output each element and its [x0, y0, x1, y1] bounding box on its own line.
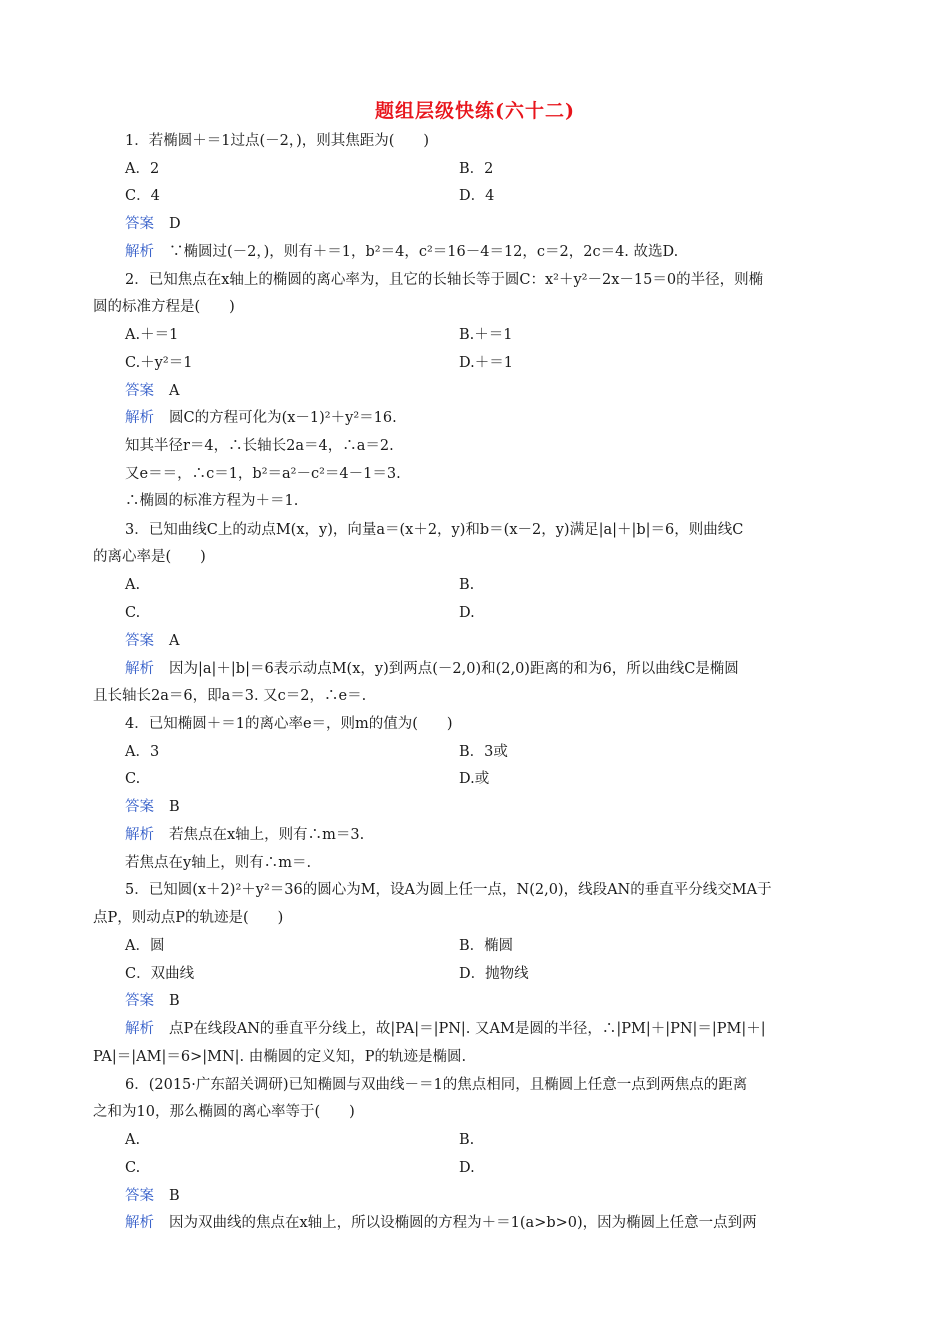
analysis-label: 解析: [125, 1215, 154, 1231]
q6-option-c: C.: [125, 1160, 141, 1176]
q3-option-b: B.: [459, 577, 475, 593]
analysis-label: 解析: [125, 1021, 154, 1037]
q2-stem-line2: 圆的标准方程是( ): [93, 299, 235, 315]
q2-option-a: A.＋＝1: [125, 327, 179, 343]
q4-option-a: A．3: [125, 744, 160, 760]
analysis-label: 解析: [125, 827, 154, 843]
q3-analysis-line2: 且长轴长2a＝6，即a＝3. 又c＝2，∴e＝.: [93, 688, 367, 704]
q3-option-d: D.: [459, 605, 475, 621]
q1-option-c: C．4: [125, 188, 160, 204]
q2-analysis-line4: ∴椭圆的标准方程为＋＝1.: [125, 493, 299, 509]
q5-option-d: D．抛物线: [459, 966, 529, 982]
q6-option-b: B.: [459, 1132, 475, 1148]
answer-label: 答案: [125, 383, 154, 399]
q5-option-a: A．圆: [125, 938, 165, 954]
answer-value: B: [169, 1188, 180, 1204]
analysis-text: 因为双曲线的焦点在x轴上，所以设椭圆的方程为＋＝1(a>b>0)，因为椭圆上任意一点到两: [169, 1215, 757, 1231]
q4-option-b: B．3或: [459, 744, 508, 760]
page-title: 题组层级快练(六十二): [375, 100, 575, 122]
q6-stem-line2: 之和为10，那么椭圆的离心率等于( ): [93, 1104, 355, 1120]
q6-option-a: A.: [125, 1132, 141, 1148]
answer-label: 答案: [125, 216, 154, 232]
q4-option-c: C.: [125, 771, 141, 787]
q3-stem-line2: 的离心率是( ): [93, 549, 206, 565]
answer-label: 答案: [125, 633, 154, 649]
q2-analysis-line2: 知其半径r＝4，∴长轴长2a＝4，∴a＝2.: [125, 438, 394, 454]
answer-value: B: [169, 799, 180, 815]
q4-analysis: [125, 825, 364, 845]
q1-stem: 1．若椭圆＋＝1过点(－2，)，则其焦距为( ): [125, 133, 430, 149]
q5-stem-line1: 5．已知圆(x＋2)²＋y²＝36的圆心为M，设A为圆上任一点，N(2,0)，线段AN的垂直平分线交MA于: [125, 882, 772, 898]
q2-option-b: B.＋＝1: [459, 327, 513, 343]
q5-option-c: C．双曲线: [125, 966, 195, 982]
analysis-text: 圆C的方程可化为(x－1)²＋y²＝16.: [169, 410, 397, 426]
q3-option-a: A.: [125, 577, 141, 593]
q4-option-d: D.或: [459, 771, 490, 787]
answer-value: B: [169, 993, 180, 1009]
q1-analysis: [125, 242, 678, 262]
answer-label: 答案: [125, 1188, 154, 1204]
answer-label: 答案: [125, 799, 154, 815]
q6-answer: [125, 1186, 180, 1206]
q1-option-d: D．4: [459, 188, 495, 204]
analysis-label: 解析: [125, 410, 154, 426]
q5-answer: [125, 991, 180, 1011]
analysis-text: ∵椭圆过(－2，)，则有＋＝1，b²＝4，c²＝16－4＝12，c＝2，2c＝4. 故选D.: [169, 244, 679, 260]
q4-answer: [125, 797, 180, 817]
q5-option-b: B．椭圆: [459, 938, 514, 954]
analysis-text: 若焦点在x轴上，则有∴m＝3.: [169, 827, 365, 843]
answer-value: A: [169, 383, 180, 399]
q2-answer: [125, 381, 179, 401]
answer-value: D: [169, 216, 181, 232]
q3-analysis: [125, 659, 739, 679]
q5-stem-line2: 点P，则动点P的轨迹是( ): [93, 910, 284, 926]
answer-label: 答案: [125, 993, 154, 1009]
q2-analysis-line3: 又e＝＝，∴c＝1，b²＝a²－c²＝4－1＝3.: [125, 466, 401, 482]
q1-option-b: B．2: [459, 161, 494, 177]
q4-analysis-line2: 若焦点在y轴上，则有∴m＝.: [125, 855, 312, 871]
q3-option-c: C.: [125, 605, 141, 621]
q2-option-d: D.＋＝1: [459, 355, 513, 371]
analysis-label: 解析: [125, 244, 154, 260]
q4-stem: 4．已知椭圆＋＝1的离心率e＝，则m的值为( ): [125, 716, 453, 732]
analysis-text: 点P在线段AN的垂直平分线上，故|PA|＝|PN|. 又AM是圆的半径，∴|PM|＋|PN|＝|PM|＋|: [169, 1021, 766, 1037]
q1-option-a: A．2: [125, 161, 160, 177]
q2-stem-line1: 2．已知焦点在x轴上的椭圆的离心率为，且它的长轴长等于圆C：x²＋y²－2x－15＝0的半径，则椭: [125, 272, 764, 288]
q2-option-c: C.＋y²＝1: [125, 355, 193, 371]
q3-stem-line1: 3．已知曲线C上的动点M(x，y)，向量a＝(x＋2，y)和b＝(x－2，y)满足|a|＋|b|＝6，则曲线C: [125, 522, 744, 538]
analysis-text: 因为|a|＋|b|＝6表示动点M(x，y)到两点(－2,0)和(2,0)距离的和为6，所以曲线C是椭圆: [169, 661, 739, 677]
q6-stem-line1: 6．(2015·广东韶关调研)已知椭圆与双曲线－＝1的焦点相同，且椭圆上任意一点到两焦点的距离: [125, 1077, 748, 1093]
q6-option-d: D.: [459, 1160, 475, 1176]
analysis-label: 解析: [125, 661, 154, 677]
answer-value: A: [169, 633, 180, 649]
q1-answer: [125, 214, 181, 234]
q2-analysis: [125, 408, 397, 428]
q3-answer: [125, 631, 179, 651]
q6-analysis: [125, 1213, 757, 1233]
q5-analysis: [125, 1019, 766, 1039]
q5-analysis-line2: PA|＝|AM|＝6>|MN|. 由椭圆的定义知，P的轨迹是椭圆.: [93, 1049, 467, 1065]
